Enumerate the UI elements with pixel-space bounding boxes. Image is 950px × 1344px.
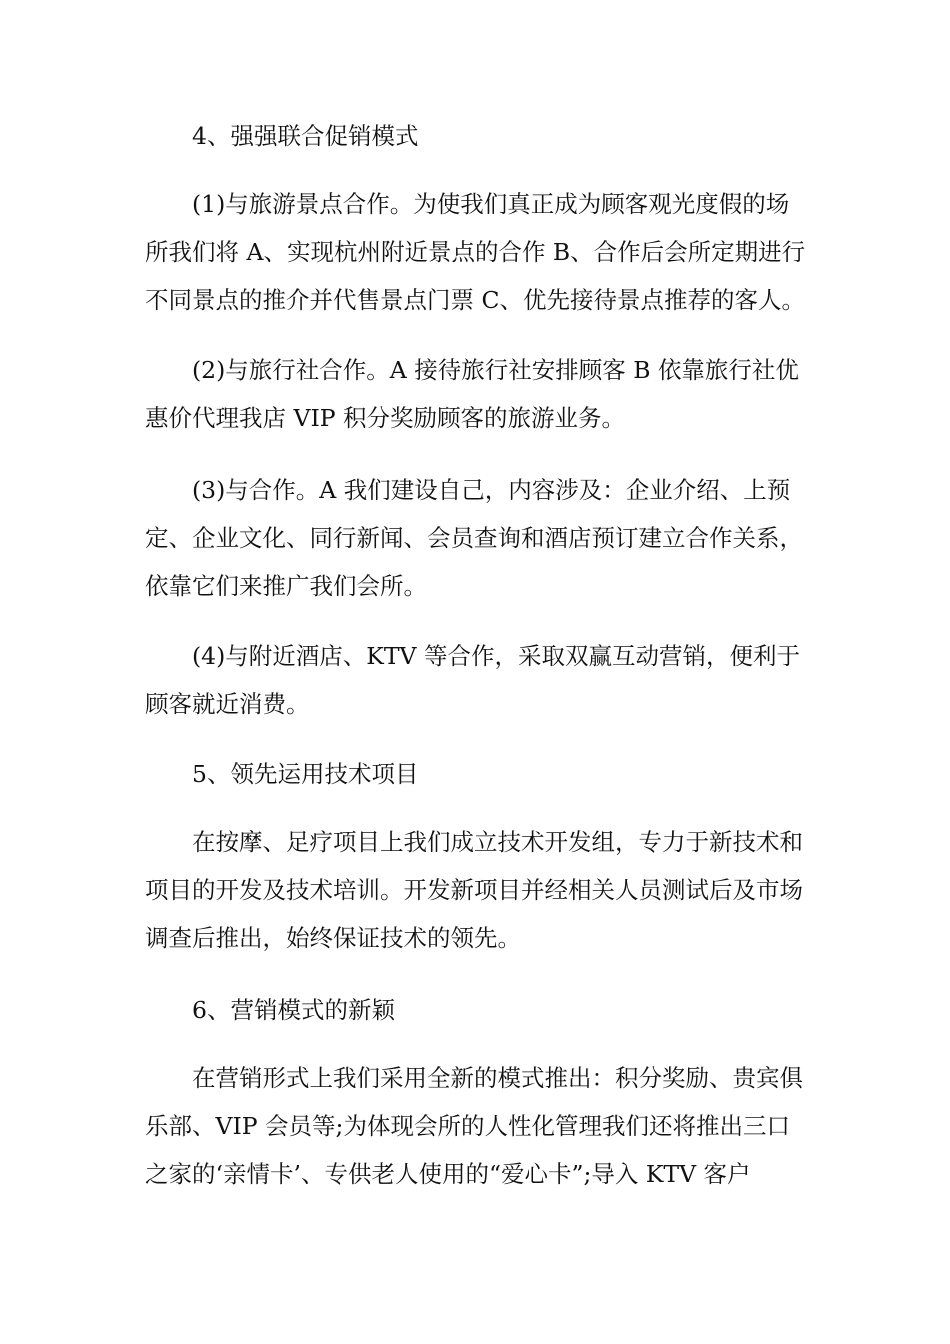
paragraph-technology (145, 818, 810, 962)
text-line: (4)与附近酒店、KTV 等合作，采取双赢互动营销，便利于 (192, 642, 800, 670)
text-line: 4、强强联合促销模式 (192, 122, 419, 150)
text-line: 调查后推出，始终保证技术的领先。 (145, 924, 521, 952)
text-line: 6、营销模式的新颖 (192, 996, 395, 1024)
text-line: 在营销形式上我们采用全新的模式推出：积分奖励、贵宾俱 (192, 1064, 803, 1092)
paragraph-travel-agency (145, 346, 810, 442)
text-line: (2)与旅行社合作。A 接待旅行社安排顾客 B 依靠旅行社优 (192, 356, 799, 384)
text-line: 不同景点的推介并代售景点门票 C、优先接待景点推荐的客人。 (145, 286, 805, 314)
text-line: 顾客就近消费。 (145, 690, 310, 718)
text-line: 5、领先运用技术项目 (192, 760, 419, 788)
paragraph-tourist-spots (145, 180, 810, 324)
text-line: 所我们将 A、实现杭州附近景点的合作 B、合作后会所定期进行 (145, 238, 806, 266)
text-line: 在按摩、足疗项目上我们成立技术开发组，专力于新技术和 (192, 828, 803, 856)
text-line: 惠价代理我店 VIP 积分奖励顾客的旅游业务。 (145, 404, 626, 432)
text-line: (1)与旅游景点合作。为使我们真正成为顾客观光度假的场 (192, 190, 790, 218)
paragraph-hotels-ktv (145, 632, 810, 728)
text-line: 项目的开发及技术培训。开发新项目并经相关人员测试后及市场 (145, 876, 803, 904)
text-line: (3)与合作。A 我们建设自己，内容涉及：企业介绍、上预 (192, 476, 791, 504)
paragraph-marketing (145, 1054, 810, 1198)
text-line: 定、企业文化、同行新闻、会员查询和酒店预订建立合作关系， (145, 524, 803, 552)
text-line: 之家的‘亲情卡’、专供老人使用的“爱心卡”;导入 KTV 客户 (145, 1160, 751, 1188)
section-heading-5 (145, 750, 810, 798)
text-line: 乐部、VIP 会员等;为体现会所的人性化管理我们还将推出三口 (145, 1112, 790, 1140)
text-line: 依靠它们来推广我们会所。 (145, 572, 427, 600)
paragraph-website (145, 466, 810, 610)
section-heading-6 (145, 986, 810, 1034)
section-heading-4 (145, 112, 810, 160)
